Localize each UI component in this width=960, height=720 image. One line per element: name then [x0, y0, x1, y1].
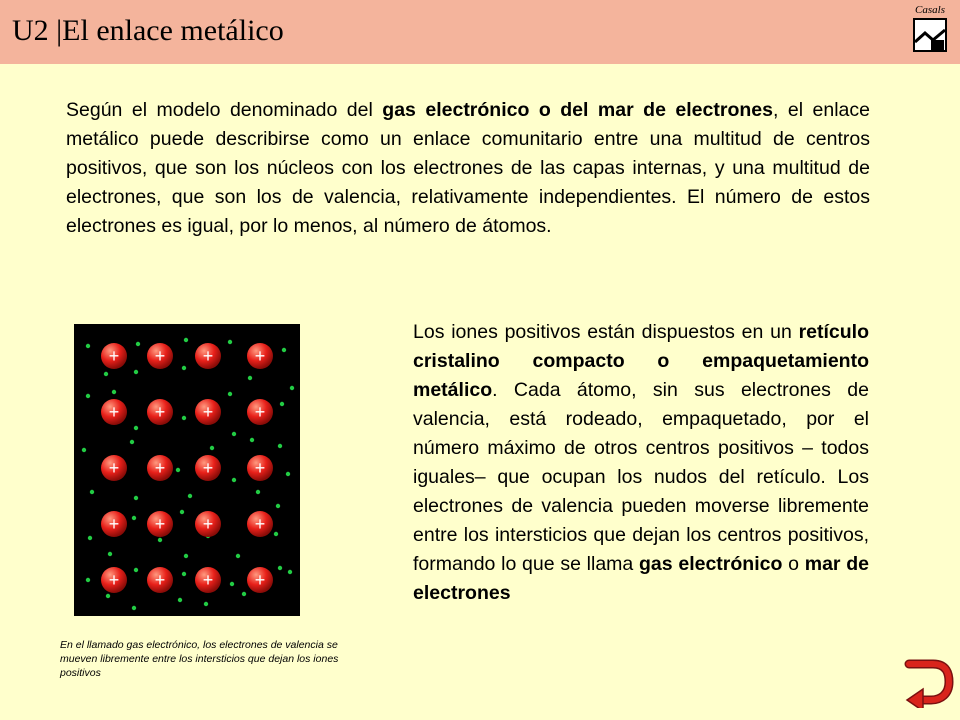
ion-plus-sign: + — [202, 514, 214, 534]
electron-dot — [290, 386, 294, 390]
electron-dot — [130, 440, 134, 444]
back-arrow-button[interactable] — [903, 656, 955, 708]
electron-dot — [282, 348, 286, 352]
electron-dot — [134, 568, 138, 572]
ion-plus-sign: + — [202, 570, 214, 590]
ion-plus-sign: + — [108, 402, 120, 422]
intro-text-1: Según el modelo denominado del — [66, 99, 383, 121]
electron-dot — [242, 592, 246, 596]
positive-ion — [101, 455, 127, 481]
positive-ion — [101, 567, 127, 593]
electron-dot — [136, 342, 140, 346]
ion-plus-sign: + — [108, 346, 120, 366]
ion-plus-sign: + — [254, 458, 266, 478]
intro-paragraph — [66, 96, 870, 241]
side-text-1: Los iones positivos están dispuestos en un — [413, 321, 799, 343]
intro-bold-term: gas electrónico o del mar de electrones — [382, 99, 773, 121]
electron-dot — [236, 554, 240, 558]
electron-dot — [184, 554, 188, 558]
positive-ion — [247, 511, 273, 537]
positive-ion — [195, 567, 221, 593]
positive-ion — [101, 343, 127, 369]
side-bold-reticulo: retículo cristalino compacto o empaquetamiento metálico — [413, 321, 869, 401]
positive-ion — [247, 343, 273, 369]
ion-plus-sign: + — [154, 402, 166, 422]
positive-ion — [101, 399, 127, 425]
intro-text-2: , el enlace metálico puede describirse como un enlace comunitario entre una multitud de centros positivos, que son los núcleos con los electrones de las capas internas, y una multitud de electrones, que son los de valencia, relativamente independientes. El número de estos electrones es igual, por lo menos, al número de átomos. — [66, 99, 870, 237]
electron-dot — [232, 432, 236, 436]
page-title: U2 |El enlace metálico — [12, 14, 284, 47]
figure-caption: En el llamado gas electrónico, los electrones de valencia se mueven libremente entre los intersticios que dejan los iones positivos — [60, 639, 339, 679]
electron-dot — [278, 566, 282, 570]
ion-plus-sign: + — [254, 514, 266, 534]
electron-dot — [132, 606, 136, 610]
side-bold-mar: mar de electrones — [413, 553, 870, 604]
electron-dot — [286, 472, 290, 476]
header-bar — [0, 0, 960, 64]
electron-dot — [134, 496, 138, 500]
electron-dot — [276, 504, 280, 508]
ion-plus-sign: + — [108, 570, 120, 590]
ion-plus-sign: + — [202, 458, 214, 478]
positive-ion — [195, 399, 221, 425]
ion-plus-sign: + — [108, 514, 120, 534]
metallic-lattice-illustration — [74, 324, 300, 616]
positive-ion — [195, 343, 221, 369]
electron-dot — [88, 536, 92, 540]
electron-dot — [112, 390, 116, 394]
positive-ion — [147, 511, 173, 537]
electron-dot — [104, 372, 108, 376]
electron-dot — [184, 338, 188, 342]
electron-dot — [256, 490, 260, 494]
ion-plus-sign: + — [202, 346, 214, 366]
electron-dot — [210, 446, 214, 450]
ion-plus-sign: + — [154, 570, 166, 590]
electron-dot — [132, 516, 136, 520]
positive-ion — [147, 343, 173, 369]
positive-ion — [247, 455, 273, 481]
side-text-3: o — [782, 553, 805, 575]
positive-ion — [101, 511, 127, 537]
ion-plus-sign: + — [108, 458, 120, 478]
electron-dot — [182, 572, 186, 576]
electron-dot — [204, 602, 208, 606]
electron-dot — [232, 478, 236, 482]
electron-dot — [86, 578, 90, 582]
casals-logo-icon — [913, 18, 947, 52]
positive-ion — [195, 455, 221, 481]
lattice-svg — [74, 324, 300, 616]
ion-plus-sign: + — [154, 346, 166, 366]
electron-dot — [176, 468, 180, 472]
electron-dot — [280, 402, 284, 406]
electron-dot — [182, 366, 186, 370]
electron-dot — [108, 552, 112, 556]
electron-dot — [228, 392, 232, 396]
electron-dot — [188, 494, 192, 498]
electron-dot — [86, 344, 90, 348]
side-text-2: . Cada átomo, sin sus electrones de valencia, está rodeado, empaquetado, por el número máximo de otros centros positivos – todos iguales– que ocupan los nudos del retículo. Los electrones de valencia pueden moverse libremente entre los intersticios que dejan los centros positivos, formando lo que se llama — [413, 379, 869, 575]
electron-dot — [134, 426, 138, 430]
electron-dot — [86, 394, 90, 398]
electron-dot — [230, 582, 234, 586]
electron-dot — [158, 538, 162, 542]
ion-plus-sign: + — [202, 402, 214, 422]
ion-plus-sign: + — [254, 570, 266, 590]
electron-dot — [274, 532, 278, 536]
positive-ion — [247, 399, 273, 425]
electron-dot — [178, 598, 182, 602]
electron-dot — [106, 594, 110, 598]
positive-ion — [147, 567, 173, 593]
electron-dot — [278, 444, 282, 448]
electron-dot — [182, 416, 186, 420]
lattice-explanation-paragraph — [413, 318, 869, 608]
electron-dot — [250, 438, 254, 442]
electron-dot — [180, 510, 184, 514]
electron-dot — [288, 570, 292, 574]
electron-dot — [134, 370, 138, 374]
positive-ion — [195, 511, 221, 537]
positive-ion — [147, 399, 173, 425]
ion-plus-sign: + — [254, 402, 266, 422]
ion-plus-sign: + — [254, 346, 266, 366]
logo-text: Casals — [915, 4, 945, 16]
casals-logo — [910, 4, 950, 54]
ion-plus-sign: + — [154, 514, 166, 534]
electron-dot — [82, 448, 86, 452]
positive-ion — [147, 455, 173, 481]
electron-dot — [248, 376, 252, 380]
electron-dot — [228, 340, 232, 344]
positive-ion — [247, 567, 273, 593]
electron-dot — [90, 490, 94, 494]
side-bold-gas: gas electrónico — [639, 553, 783, 575]
ion-plus-sign: + — [154, 458, 166, 478]
